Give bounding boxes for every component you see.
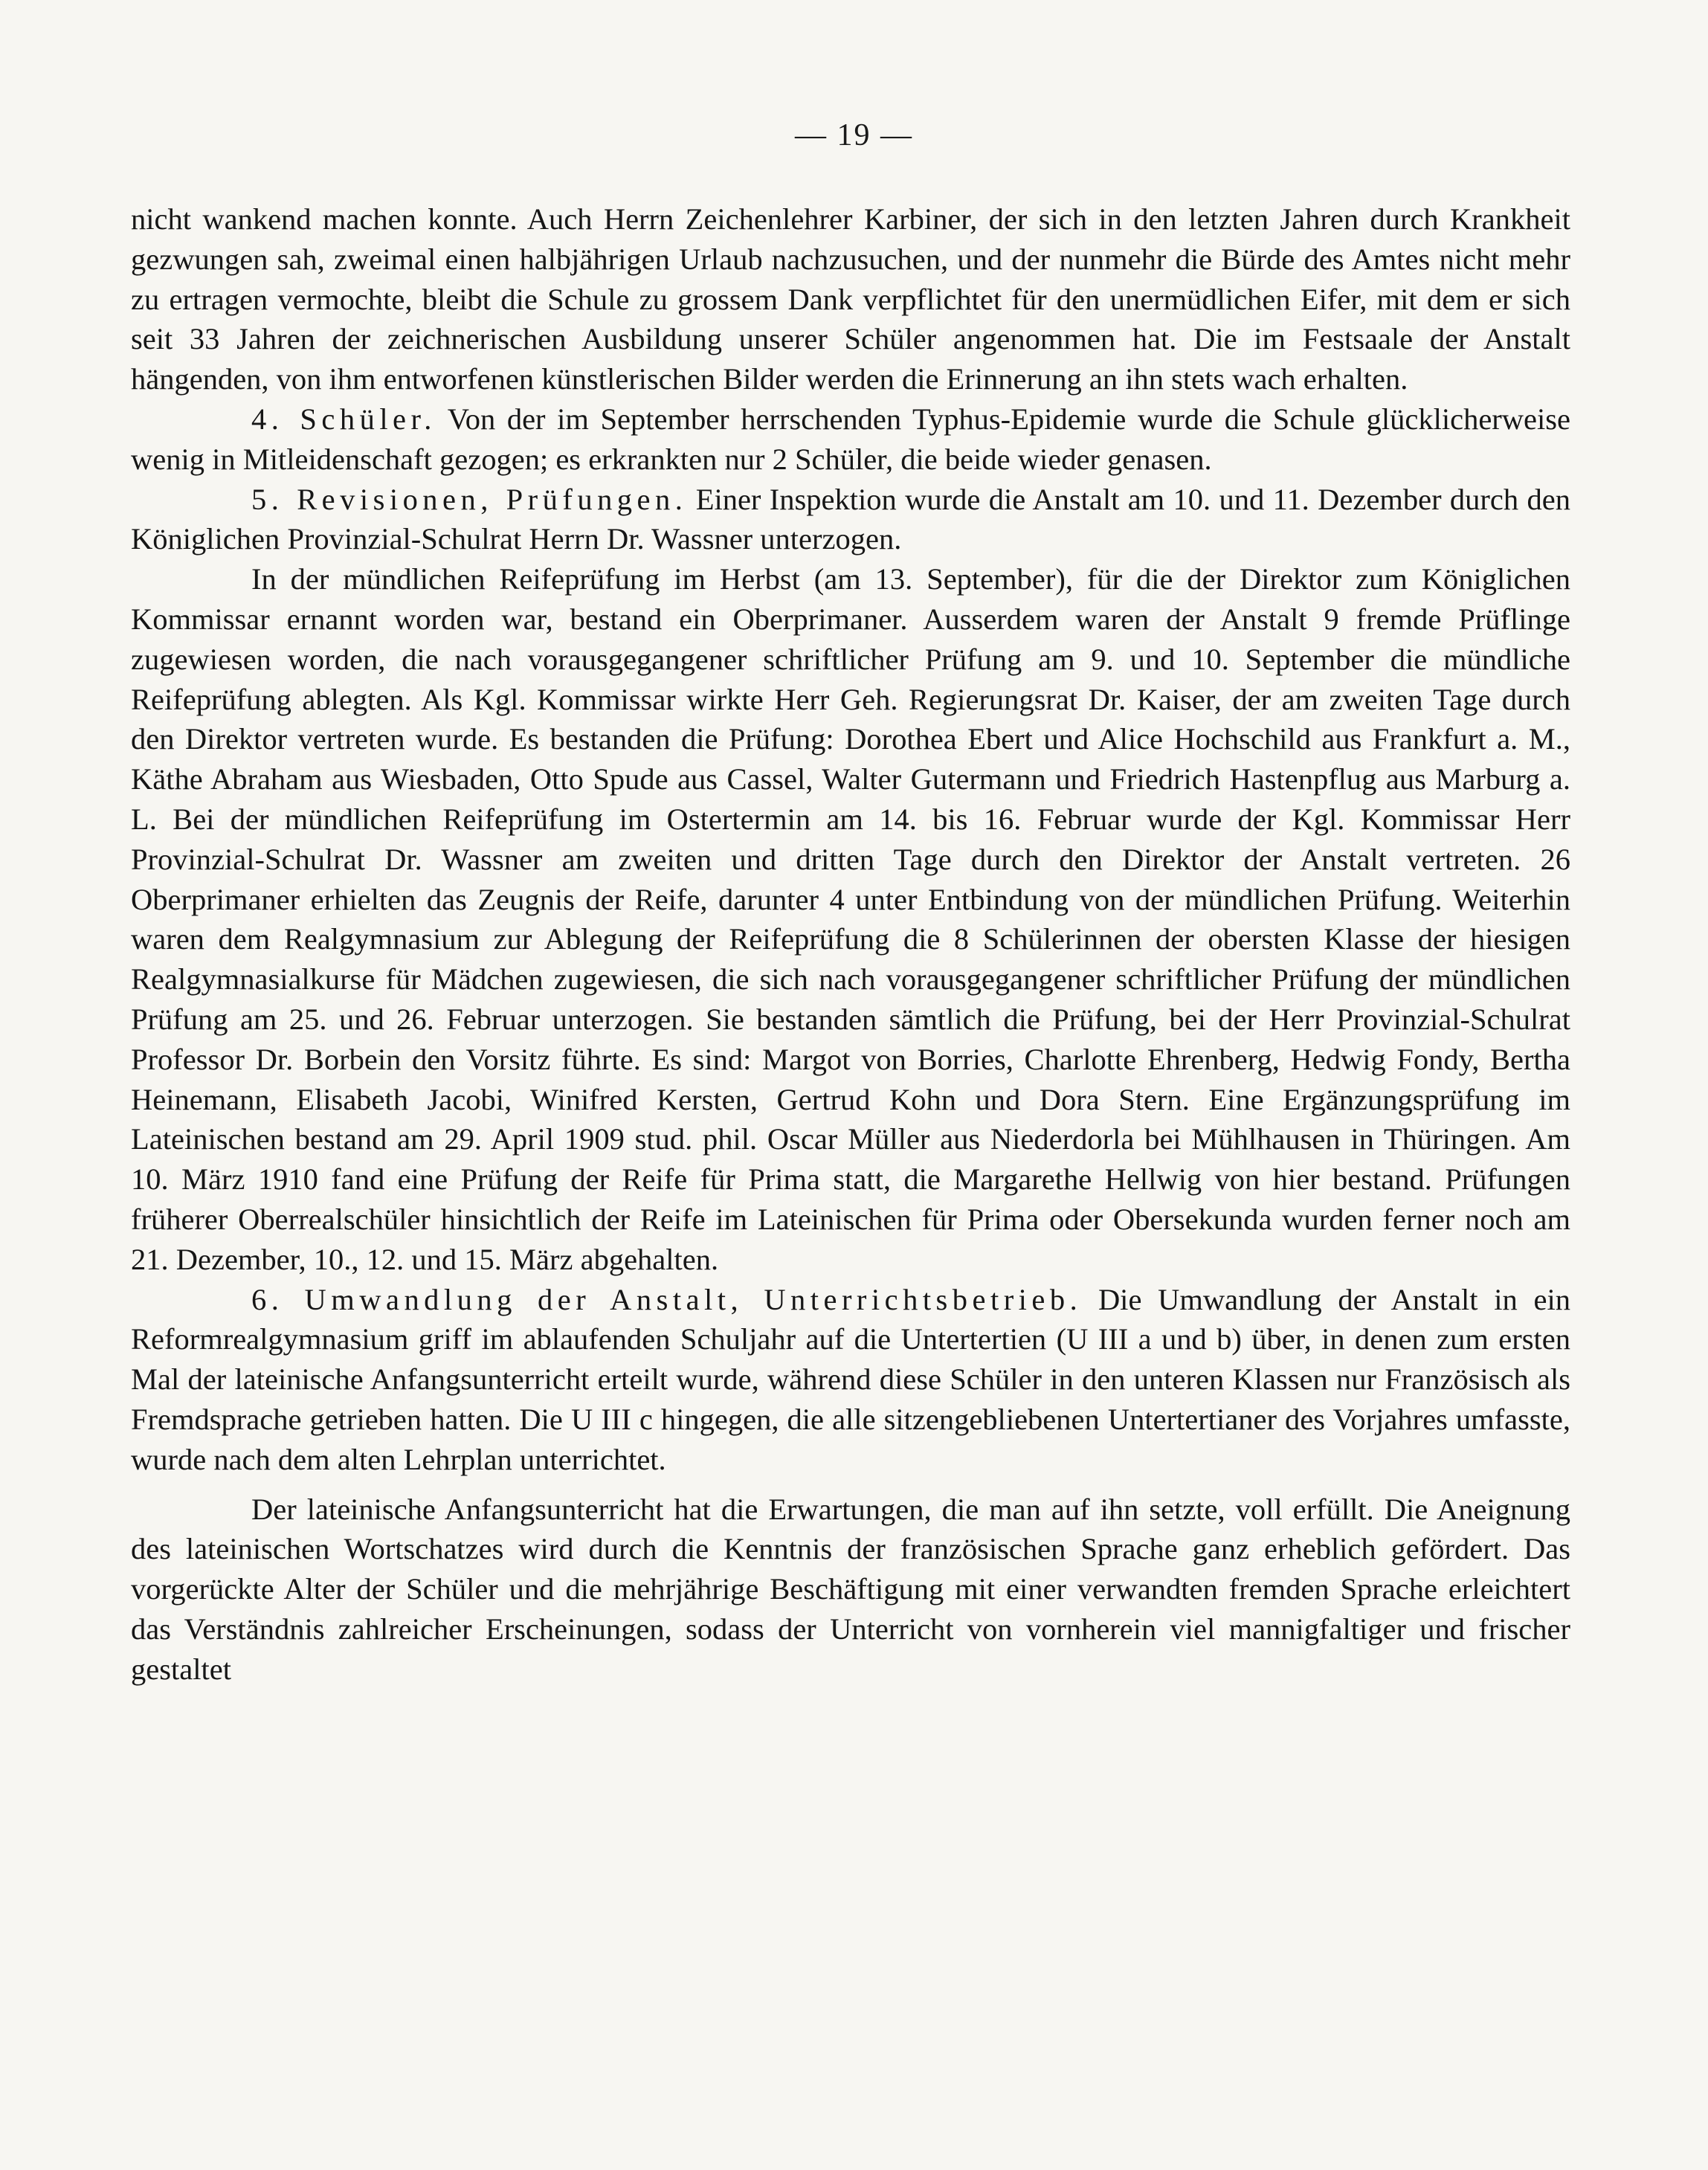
- section-heading-schueler: 4. Schüler.: [251, 402, 436, 436]
- paragraph-text: In der mündlichen Reifeprüfung im Herbst (am 13. September), für die der Direktor zum Königlichen Kommissar ernannt worden war, bestand ein Oberprimaner. Ausserdem waren der Anstalt 9 fremde Prüflinge zugewiesen worden, die nach vorausgegangener schriftlicher Prüfung am 9. und 10. September die mündliche Reifeprüfung ablegten. Als Kgl. Kommissar wirkte Herr Geh. Regierungsrat Dr. Kaiser, der am zweiten Tage durch den Direktor vertreten wurde. Es bestanden die Prüfung: Dorothea Ebert und Alice Hochschild aus Frankfurt a. M., Käthe Abraham aus Wiesbaden, Otto Spude aus Cassel, Walter Gutermann und Friedrich Hastenpflug aus Marburg a. L. Bei der mündlichen Reifeprüfung im Ostertermin am 14. bis 16. Februar wurde der Kgl. Kommissar Herr Provinzial-Schulrat Dr. Wassner am zweiten und dritten Tage durch den Direktor der Anstalt vertreten. 26 Oberprimaner erhielten das Zeugnis der Reife, darunter 4 unter Entbindung von der mündlichen Prüfung. Weiterhin waren dem Realgymnasium zur Ablegung der Reifeprüfung die 8 Schülerinnen der obersten Klasse der hiesigen Realgymnasialkurse für Mädchen zugewiesen, die sich nach vorausgegangener schriftlicher Prüfung der mündlichen Prüfung am 25. und 26. Februar unterzogen. Sie bestanden sämtlich die Prüfung, bei der Herr Provinzial-Schulrat Professor Dr. Borbein den Vorsitz führte. Es sind: Margot von Borries, Charlotte Ehrenberg, Hedwig Fondy, Bertha Heinemann, Elisabeth Jacobi, Winifred Kersten, Gertrud Kohn und Dora Stern. Eine Ergänzungsprüfung im Lateinischen bestand am 29. April 1909 stud. phil. Oscar Müller aus Niederdorla bei Mühlhausen in Thüringen. Am 10. März 1910 fand eine Prüfung der Reife für Prima statt, die Margarethe Hellwig von hier bestand. Prüfungen früherer Oberrealschüler hinsichtlich der Reife im Lateinischen für Prima oder Obersekunda wurden ferner noch am 21. Dezember, 10., 12. und 15. März abgehalten.: [131, 562, 1570, 1276]
- paragraph-karbiner: [131, 199, 1570, 399]
- section-heading-revisionen: 5. Revisionen, Prüfungen.: [251, 482, 688, 516]
- body-text: [131, 199, 1570, 1689]
- paragraph-schueler: [131, 399, 1570, 480]
- paragraph-text: nicht wankend machen konnte. Auch Herrn Zeichenlehrer Karbiner, der sich in den letzten Jahren durch Krankheit gezwungen sah, zweimal einen halbjährigen Urlaub nachzusuchen, und der nunmehr die Bürde des Amtes nicht mehr zu ertragen vermochte, bleibt die Schule zu grossem Dank verpflichtet für den unermüdlichen Eifer, mit dem er sich seit 33 Jahren der zeichnerischen Ausbildung unserer Schüler angenommen hat. Die im Festsaale der Anstalt hängenden, von ihm entworfenen künstlerischen Bilder werden die Erinnerung an ihn stets wach erhalten.: [131, 202, 1570, 396]
- paragraph-anfangsunterricht: [131, 1490, 1570, 1690]
- paragraph-text: Von der im September herrschenden Typhus-Epidemie wurde die Schule glücklicherweise wenig in Mitleidenschaft gezogen; es erkrankten nur 2 Schüler, die beide wieder genasen.: [131, 402, 1570, 476]
- section-heading-umwandlung: 6. Umwandlung der Anstalt, Unterrichtsbetrieb.: [251, 1282, 1083, 1316]
- paragraph-text: Der lateinische Anfangsunterricht hat die Erwartungen, die man auf ihn setzte, voll erfüllt. Die Aneignung des lateinischen Wortschatzes wird durch die Kenntnis der französischen Sprache ganz erheblich gefördert. Das vorgerückte Alter der Schüler und die mehrjährige Beschäftigung mit einer verwandten fremden Sprache erleichtert das Verständnis zahlreicher Erscheinungen, sodass der Unterricht von vornherein viel mannigfaltiger und frischer gestaltet: [131, 1492, 1570, 1686]
- paragraph-reifepruefung: [131, 559, 1570, 1279]
- page-number: — 19 —: [795, 118, 913, 152]
- paragraph-text: Einer Inspektion wurde die Anstalt am 10. und 11. Dezember durch den Königlichen Provinzial-Schulrat Herrn Dr. Wassner unterzogen.: [131, 482, 1570, 556]
- paragraph-revisionen: [131, 480, 1570, 560]
- paragraph-text: Die Umwandlung der Anstalt in ein Reformrealgymnasium griff im ablaufenden Schuljahr auf die Untertertien (U III a und b) über, in denen zum ersten Mal der lateinische Anfangsunterricht erteilt wurde, während diese Schüler in den unteren Klassen nur Französisch als Fremdsprache getrieben hatten. Die U III c hingegen, die alle sitzengebliebenen Untertertianer des Vorjahres umfasste, wurde nach dem alten Lehrplan unterrichtet.: [131, 1282, 1570, 1476]
- paragraph-umwandlung: [131, 1280, 1570, 1480]
